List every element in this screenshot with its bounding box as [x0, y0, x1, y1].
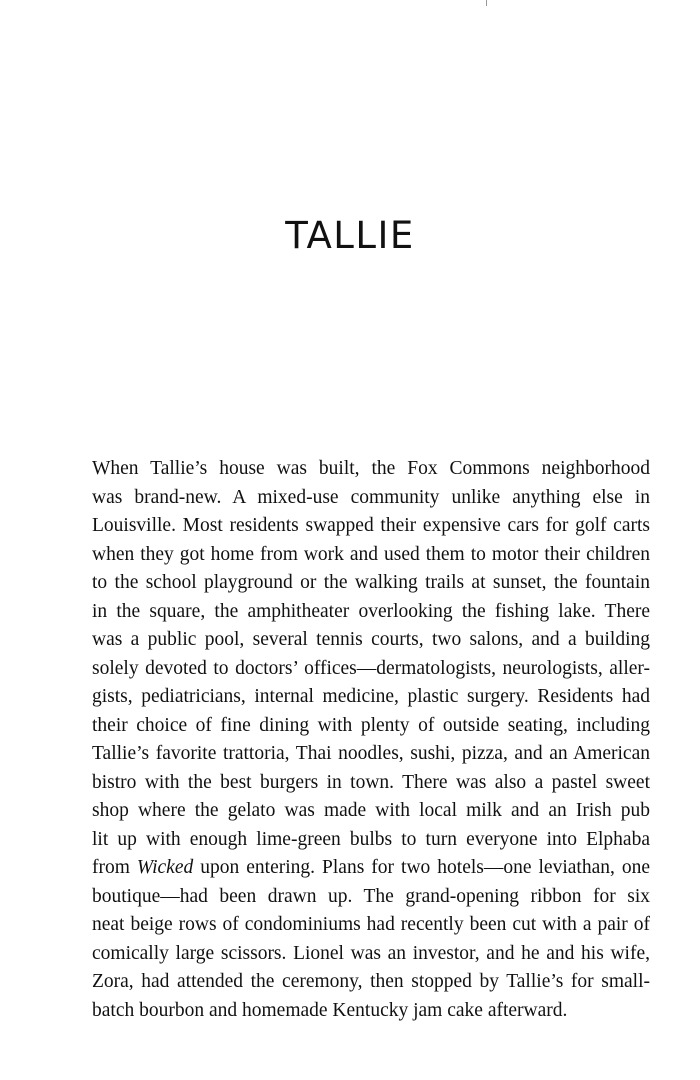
text-line-with-italic — [92, 854, 650, 883]
text-line: comically large scissors. Lionel was an investor, and he and his wife, — [92, 942, 650, 964]
text-line: lit up with enough lime-green bulbs to turn everyone into Elphaba — [92, 828, 650, 850]
text-line: boutique—had been drawn up. The grand-opening ribbon for six — [92, 885, 650, 907]
text-line: in the square, the amphitheater overlooking the fishing lake. There — [92, 600, 650, 622]
text-line: neat beige rows of condominiums had recently been cut with a pair of — [92, 914, 650, 935]
text-line: shop where the gelato was made with local milk and an Irish pub — [92, 800, 650, 821]
text-line: was a public pool, several tennis courts, two salons, and a building — [92, 629, 650, 650]
text-line: Zora, had attended the ceremony, then stopped by Tallie’s for small- — [92, 971, 650, 992]
text-line: their choice of fine dining with plenty of outside seating, including — [92, 714, 650, 736]
page-edge-mark — [486, 0, 489, 6]
text-line: solely devoted to doctors’ offices—dermatologists, neurologists, aller- — [92, 657, 650, 679]
text-fragment: from — [92, 857, 130, 878]
text-fragment: upon entering. Plans for two hotels—one leviathan, one — [200, 857, 651, 878]
text-line: gists, pediatricians, internal medicine, plastic surgery. Residents had — [92, 686, 650, 707]
text-line: bistro with the best burgers in town. There was also a pastel sweet — [92, 771, 650, 793]
text-line: Louisville. Most residents swapped their expensive cars for golf carts — [92, 515, 650, 536]
body-paragraph — [92, 455, 650, 1025]
italic-title: Wicked — [136, 857, 194, 878]
text-line: when they got home from work and used them to motor their children — [92, 543, 650, 565]
text-line: batch bourbon and homemade Kentucky jam cake afterward. — [92, 999, 568, 1021]
text-line: to the school playground or the walking trails at sunset, the fountain — [92, 572, 650, 593]
text-line: Tallie’s favorite trattoria, Thai noodles, sushi, pizza, and an American — [92, 743, 650, 764]
text-line: was brand-new. A mixed-use community unlike anything else in — [92, 486, 650, 508]
text-line: When Tallie’s house was built, the Fox Commons neighborhood — [92, 458, 650, 479]
chapter-title: TALLIE — [285, 214, 415, 257]
